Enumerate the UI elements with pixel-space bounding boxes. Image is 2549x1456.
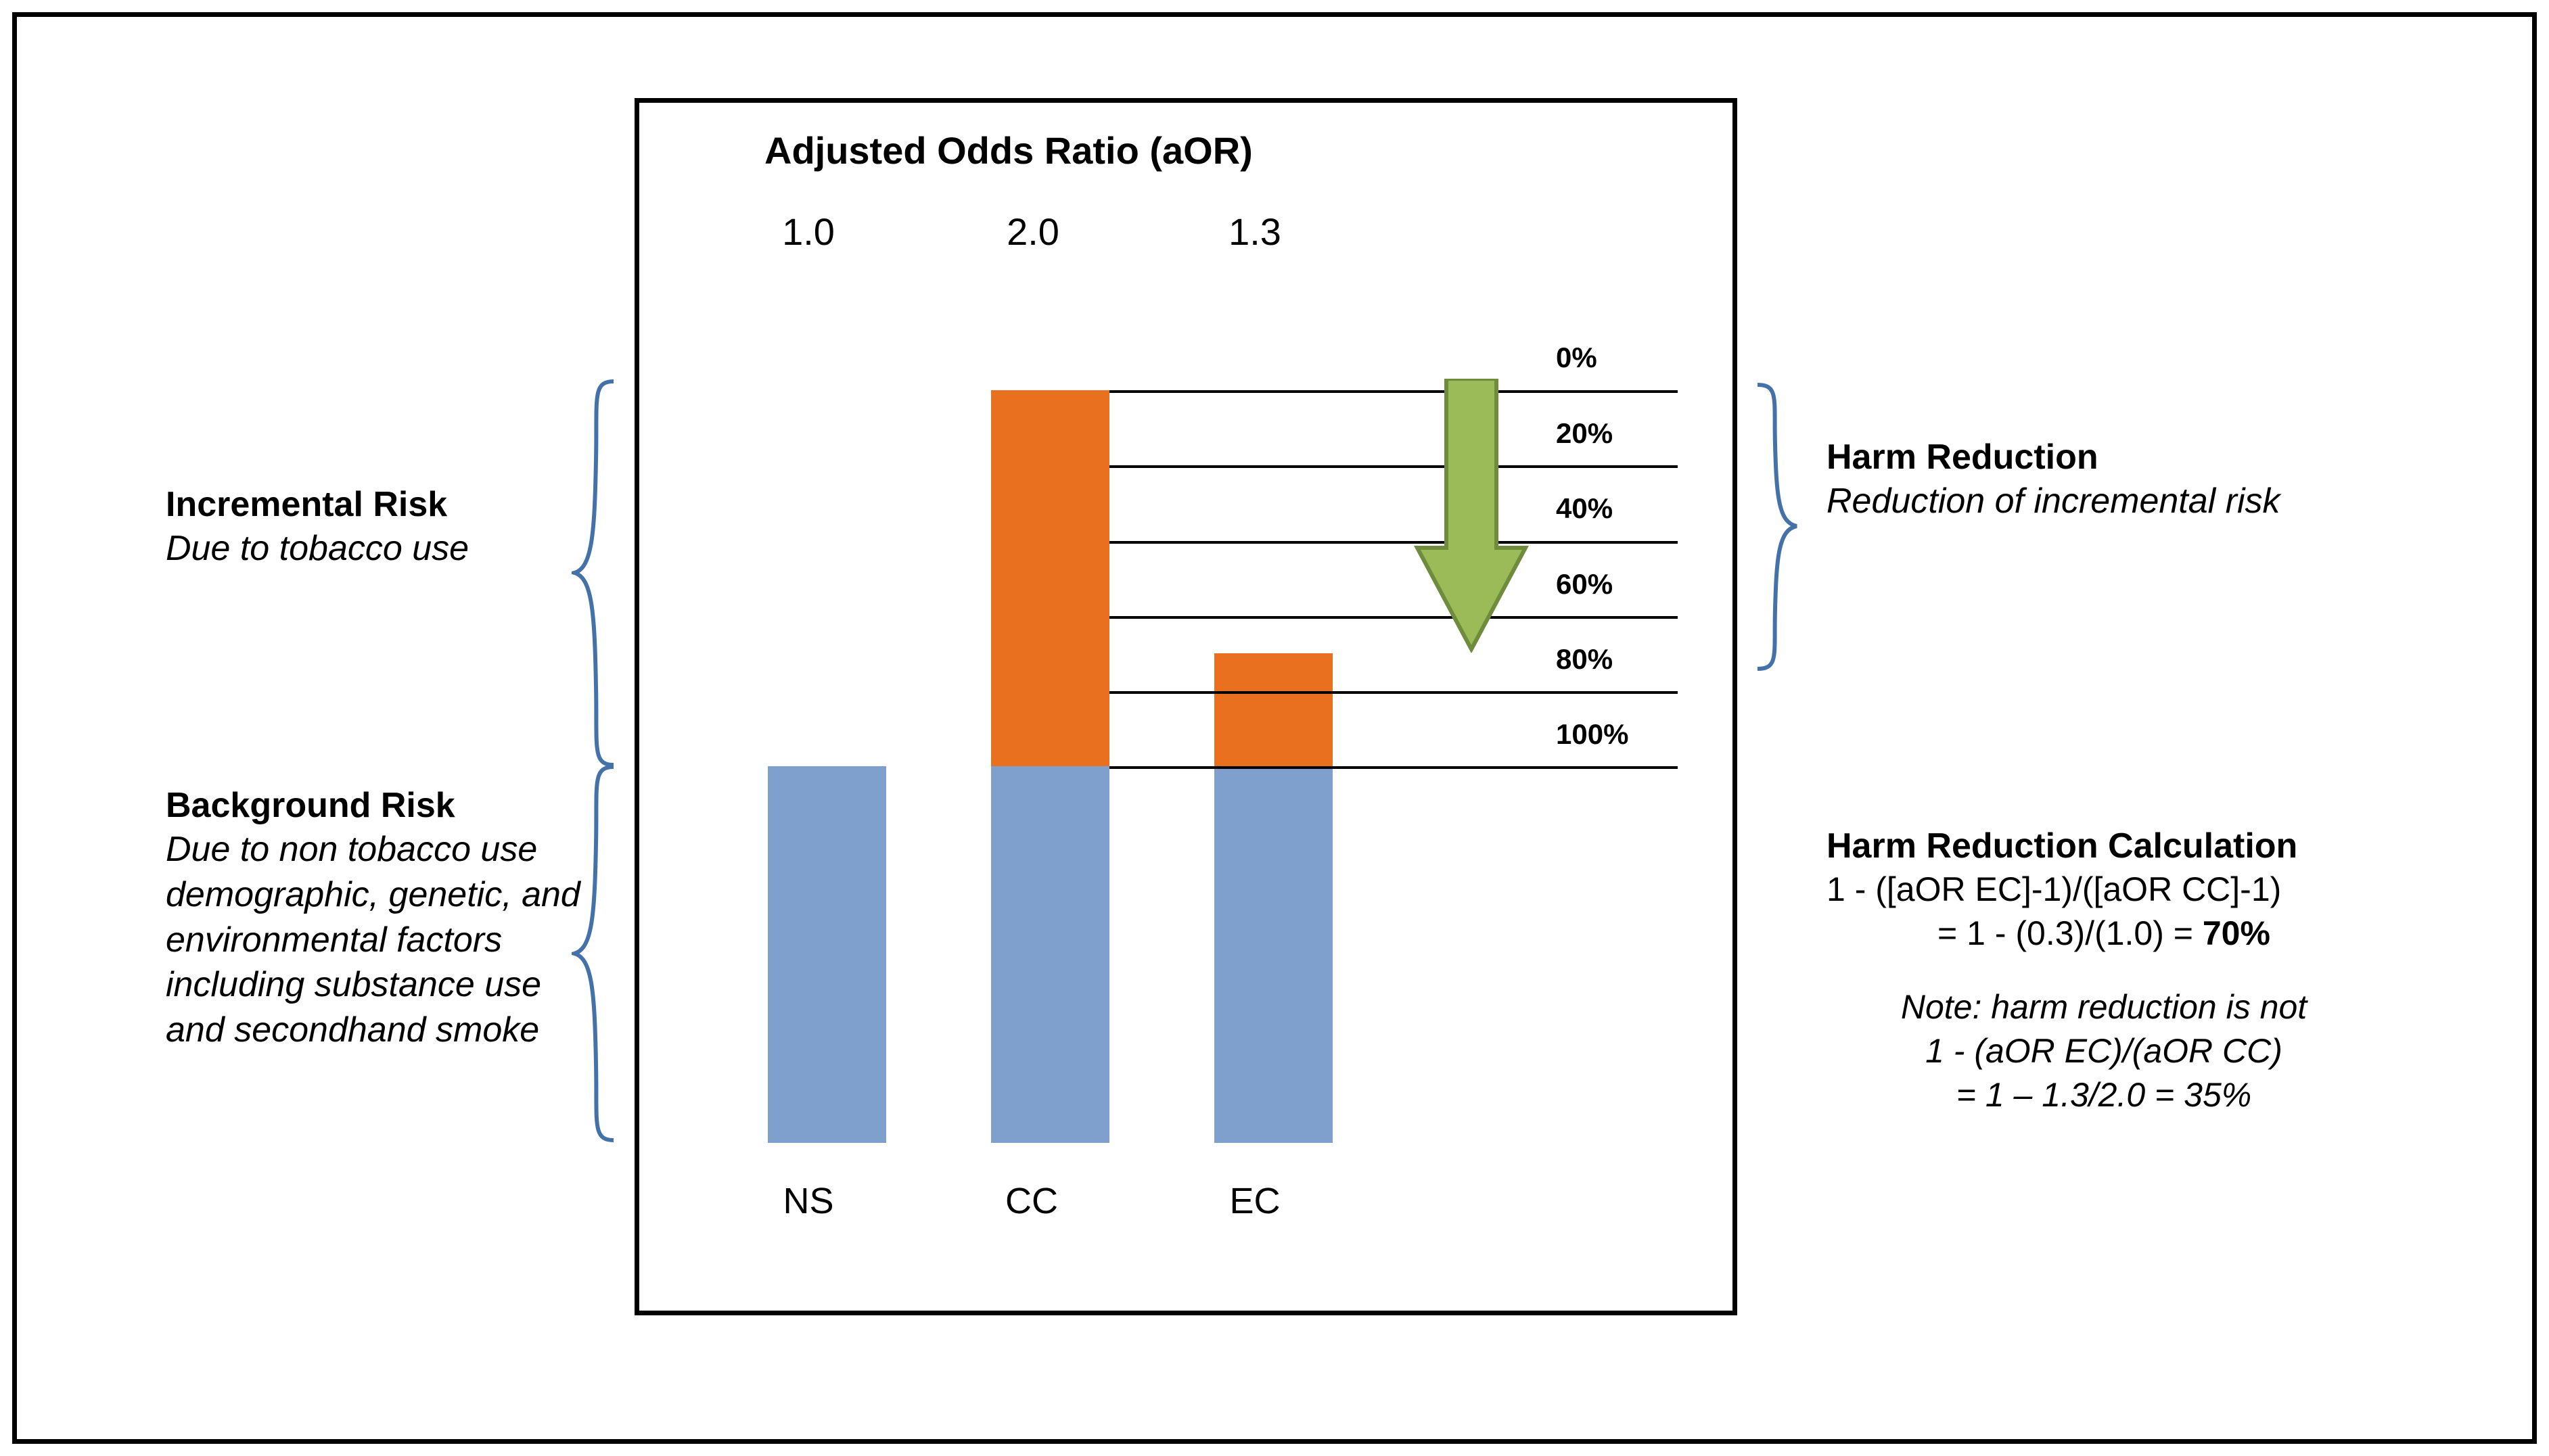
gridline-20: [1109, 465, 1678, 468]
gridlabel-100: 100%: [1556, 718, 1629, 750]
calculation-line-1: 1 - ([aOR EC]-1)/([aOR CC]-1): [1827, 870, 2282, 909]
gridlabel-60: 60%: [1556, 568, 1613, 600]
calculation-spacer: [1827, 956, 2381, 985]
category-label-ec: EC: [1229, 1181, 1281, 1221]
background-risk-title: Background Risk: [166, 786, 455, 825]
category-label-cc: CC: [1005, 1181, 1058, 1221]
calculation-line-2-prefix: = 1 - (0.3)/(1.0) =: [1937, 914, 2203, 953]
gridline-80: [1109, 691, 1678, 694]
gridline-0: [1109, 390, 1678, 393]
calculation-line-2: [1827, 912, 2381, 956]
brace-incremental-risk: [572, 379, 619, 768]
calculation-title: Harm Reduction Calculation: [1827, 826, 2298, 866]
bar-ec-background: [1214, 766, 1333, 1143]
brace-harm-reduction: [1752, 382, 1799, 673]
category-label-ns: NS: [783, 1181, 834, 1221]
calculation-note-line-3: = 1 – 1.3/2.0 = 35%: [1956, 1076, 2252, 1114]
bar-ns-background: [768, 766, 886, 1143]
calculation-note-line-1: Note: harm reduction is not: [1900, 988, 2307, 1027]
bar-cc-background: [991, 766, 1109, 1143]
harm-reduction-arrow-icon: [1414, 379, 1529, 653]
calculation-result: 70%: [2202, 914, 2270, 953]
annotation-harm-reduction-calculation: [1827, 825, 2381, 1117]
gridline-40: [1109, 541, 1678, 544]
aor-value-ns: 1.0: [782, 210, 835, 253]
gridline-60: [1109, 616, 1678, 619]
annotation-harm-reduction: [1827, 436, 2381, 524]
aor-value-cc: 2.0: [1007, 210, 1059, 253]
annotation-incremental-risk: [166, 484, 585, 571]
incremental-risk-body: Due to tobacco use: [166, 529, 469, 569]
aor-value-ec: 1.3: [1228, 210, 1281, 253]
gridlabel-40: 40%: [1556, 492, 1613, 524]
annotation-background-risk: [166, 784, 585, 1052]
bar-ec-incremental: [1214, 653, 1333, 766]
bar-cc-incremental: [991, 390, 1109, 766]
gridlabel-20: 20%: [1556, 417, 1613, 449]
harm-reduction-body: Reduction of incremental risk: [1827, 482, 2280, 521]
gridline-100: [1109, 766, 1678, 769]
chart-title: Adjusted Odds Ratio (aOR): [764, 129, 1253, 172]
harm-reduction-title: Harm Reduction: [1827, 438, 2098, 477]
gridlabel-80: 80%: [1556, 643, 1613, 675]
calculation-note-line-2: 1 - (aOR EC)/(aOR CC): [1925, 1032, 2282, 1071]
incremental-risk-title: Incremental Risk: [166, 485, 448, 524]
gridlabel-0: 0%: [1556, 342, 1597, 373]
background-risk-body: Due to non tobacco use demographic, genetic, and environmental factors including substance use and secondhand smoke: [166, 830, 580, 1050]
